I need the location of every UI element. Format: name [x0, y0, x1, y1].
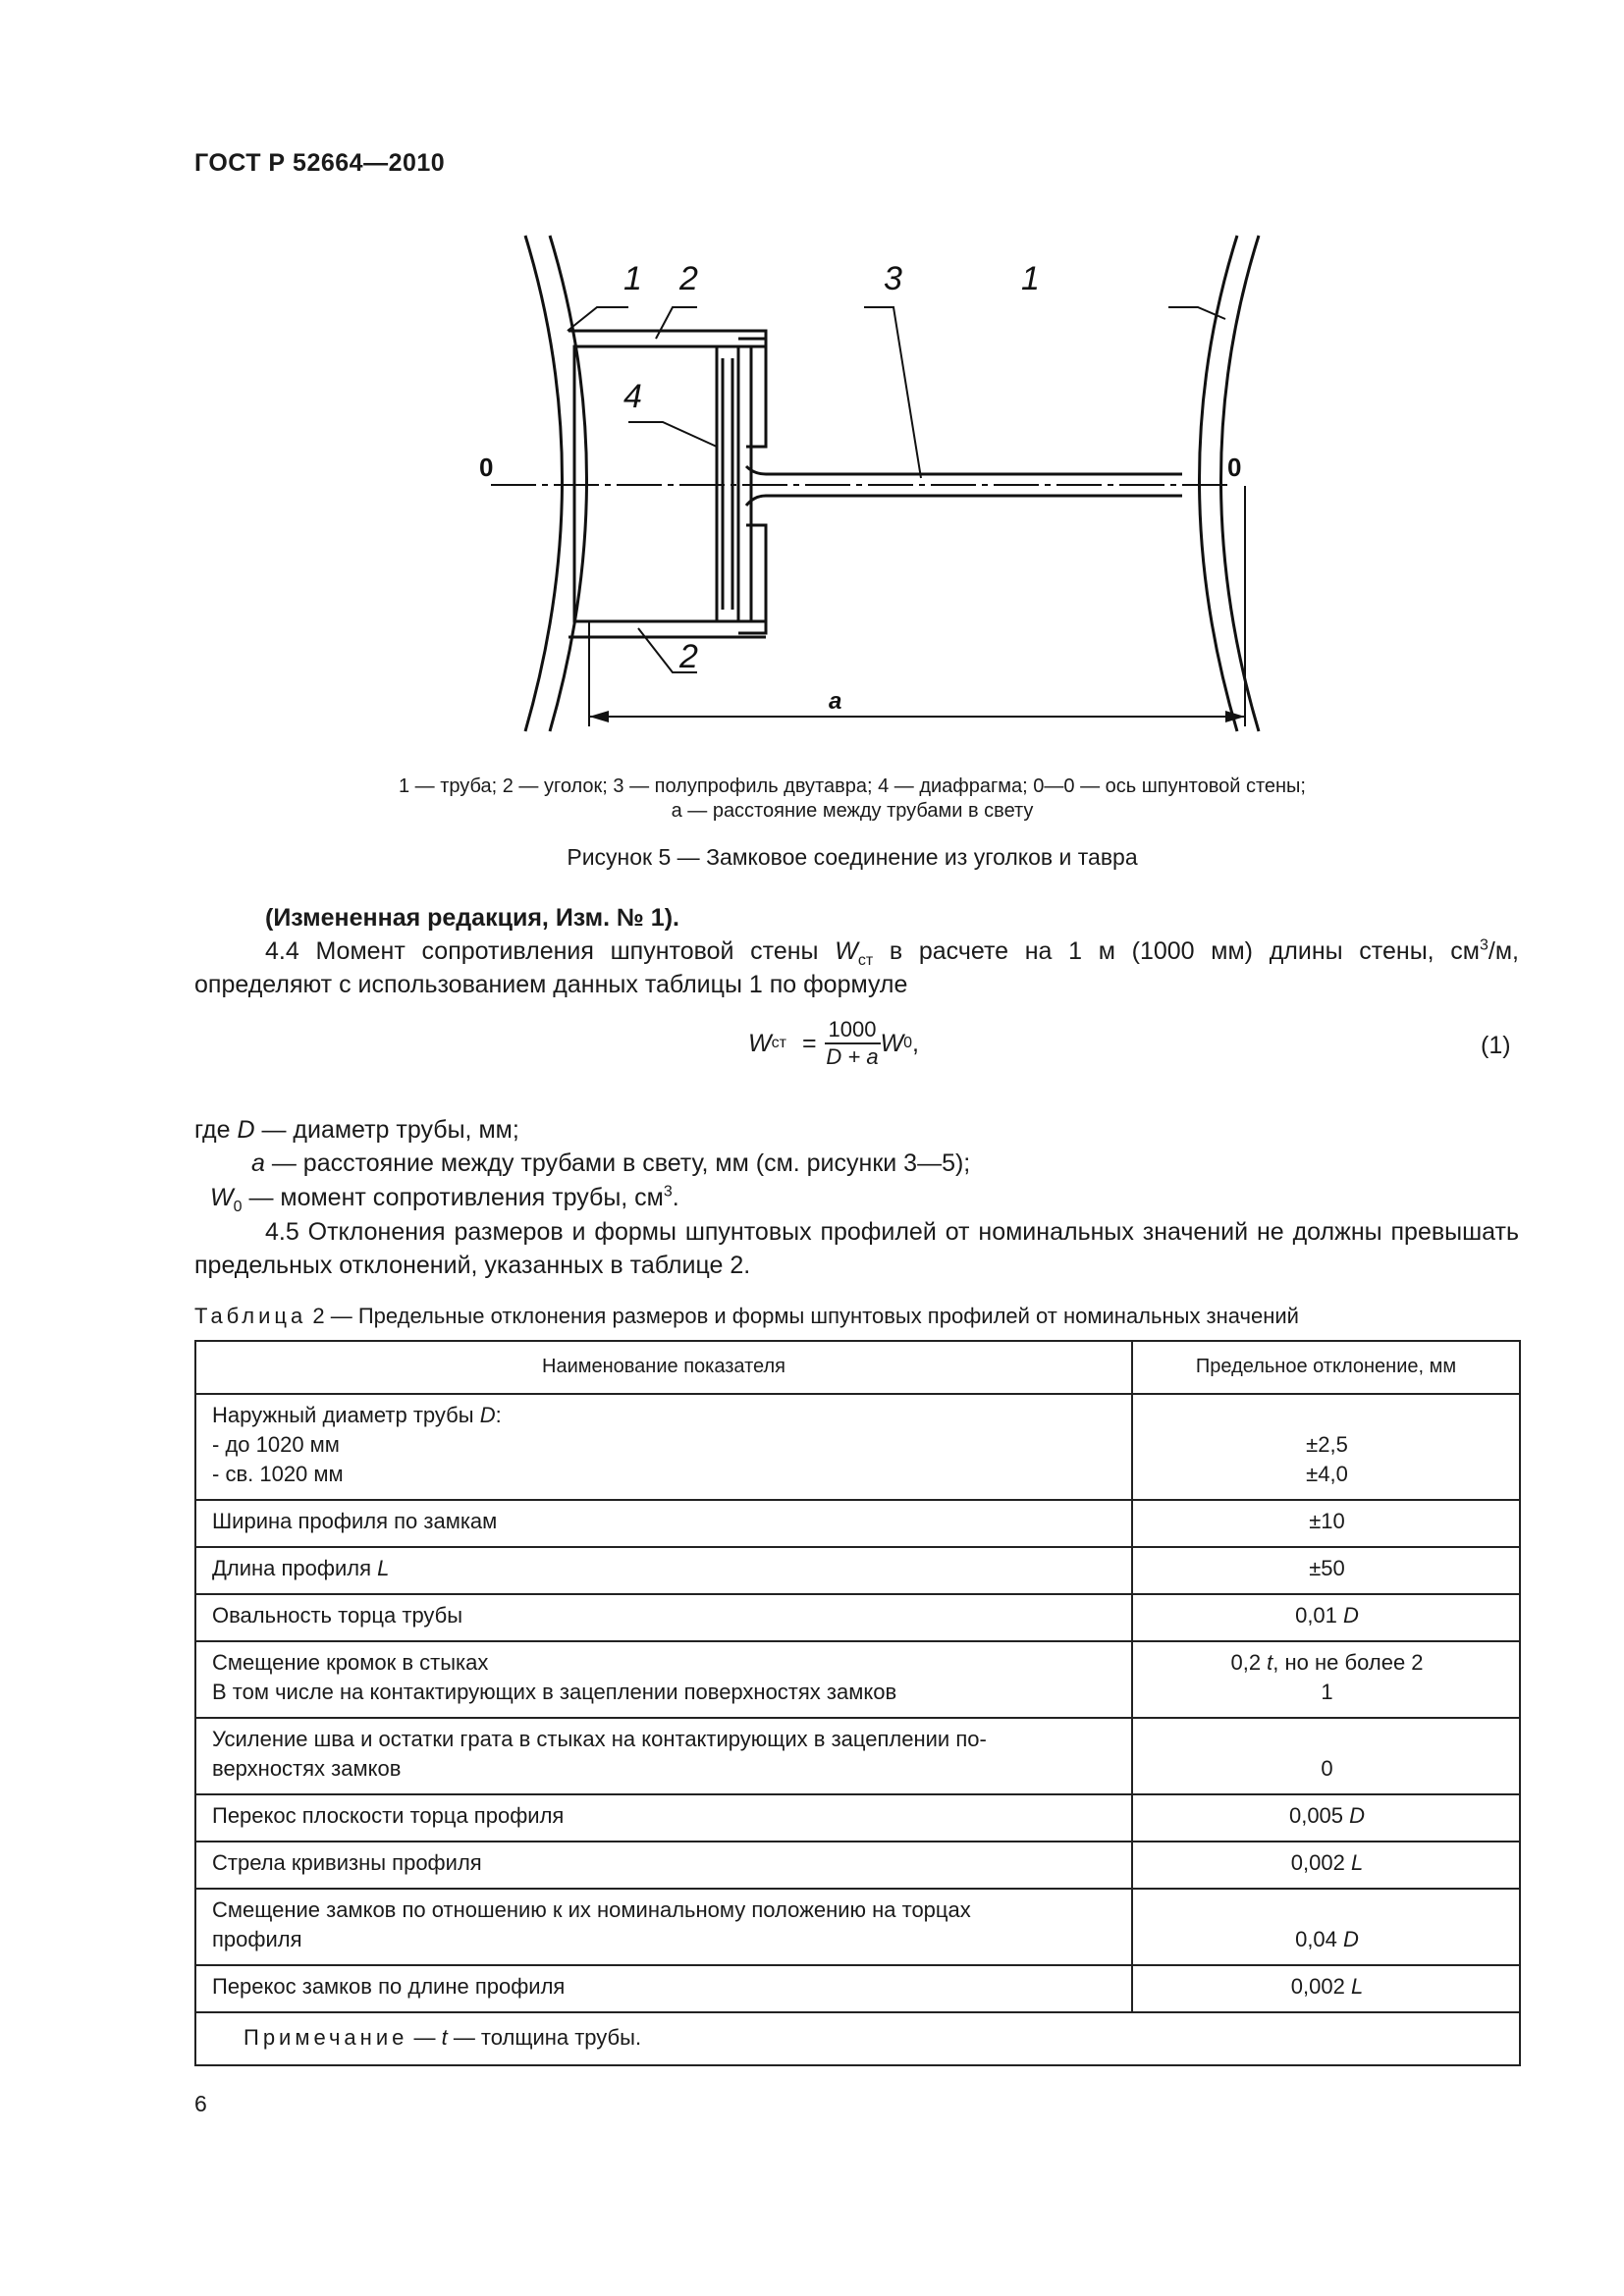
- figure-legend-line-2: a — расстояние между трубами в свету: [671, 800, 1034, 822]
- formula-1: W ст = $\frac{1000}{D + a}$ W 0 ,: [748, 1017, 919, 1069]
- table-row: Стрела кривизны профиля 0,002 L: [195, 1842, 1520, 1889]
- where-W0: $W_0$ — момент сопротивления трубы, $см^3$.: [210, 1183, 679, 1215]
- pipe-left-outer: [525, 236, 563, 731]
- axis-label-right: 0: [1227, 453, 1242, 482]
- leader-4: [628, 422, 717, 447]
- table-note-row: [195, 2012, 1520, 2065]
- table-row: Длина профиля L ±50: [195, 1547, 1520, 1594]
- table-row: Смещение замков по отношению к их номинальному положению на торцах профиля 0,04 D: [195, 1889, 1520, 1965]
- tolerance-table: [194, 1340, 1521, 2066]
- dim-arrow-left: [589, 711, 609, 722]
- table-header-value: Предельное отклонение, мм: [1132, 1341, 1520, 1394]
- label-1-right: 1: [1021, 260, 1040, 297]
- where-D: где D — диаметр трубы, мм;: [194, 1116, 519, 1144]
- figure-legend-line-1: 1 — труба; 2 — уголок; 3 — полупрофиль двутавра; 4 — диафрагма; 0—0 — ось шпунтовой стены;: [399, 775, 1306, 797]
- table-caption: Таблица 2 — Предельные отклонения размеров и формы шпунтовых профилей от номинальных значений: [194, 1304, 1299, 1328]
- table-header-name: Наименование показателя: [195, 1341, 1132, 1394]
- table-header-row: [195, 1341, 1520, 1394]
- table-row: Ширина профиля по замкам ±10: [195, 1500, 1520, 1547]
- edited-note: (Измененная редакция, Изм. № 1).: [265, 904, 679, 932]
- leader-1a: [568, 307, 628, 331]
- angle-top: [568, 331, 766, 347]
- label-3: 3: [884, 260, 902, 297]
- table-row: Овальность торца трубы 0,01 D: [195, 1594, 1520, 1641]
- leader-3: [864, 307, 921, 478]
- leader-2a: [656, 307, 697, 339]
- table-row: Наружный диаметр трубы D: - до 1020 мм - св. 1020 мм ±2,5 ±4,0: [195, 1394, 1520, 1500]
- paragraph-4-4: 4.4 Момент сопротивления шпунтовой стены $W_{ст}$ в расчете на 1 м (1000 мм) длины стены, $см^3/м$, определяют с использованием данных таблицы 1 по формуле: [194, 936, 1519, 998]
- page-number: 6: [194, 2091, 207, 2116]
- pipe-right-outer: [1221, 236, 1260, 731]
- label-1-left: 1: [623, 260, 642, 297]
- label-4: 4: [623, 378, 642, 415]
- formula-number: (1): [1481, 1032, 1511, 1059]
- figure-lock-joint-diagram: [452, 221, 1276, 741]
- angle-bottom: [568, 621, 766, 637]
- table-row: Смещение кромок в стыках В том числе на контактирующих в зацеплении поверхностях замков 0,2 t, но не более 2 1: [195, 1641, 1520, 1718]
- pipe-left-inner: [550, 236, 587, 731]
- label-2-bottom: 2: [679, 638, 698, 675]
- table-row: Усиление шва и остатки грата в стыках на контактирующих в зацеплении по- верхностях замков 0: [195, 1718, 1520, 1794]
- figure-title: Рисунок 5 — Замковое соединение из уголков и тавра: [567, 844, 1138, 870]
- table-row: Перекос замков по длине профиля 0,002 L: [195, 1965, 1520, 2012]
- axis-label-left: 0: [479, 453, 494, 482]
- document-header: ГОСТ Р 52664—2010: [194, 149, 446, 177]
- table-note: Примечание — t — толщина трубы.: [195, 2012, 1520, 2065]
- paragraph-4-5: 4.5 Отклонения размеров и формы шпунтовых профилей от номинальных значений не должны превышать предельных отклонений, указанных в таблице 2.: [194, 1218, 1519, 1279]
- dim-label-a: a: [829, 688, 842, 715]
- table-row: Перекос плоскости торца профиля 0,005 D: [195, 1794, 1520, 1842]
- label-2-top: 2: [679, 260, 698, 297]
- where-a: a — расстояние между трубами в свету, мм (см. рисунки 3—5);: [251, 1149, 971, 1177]
